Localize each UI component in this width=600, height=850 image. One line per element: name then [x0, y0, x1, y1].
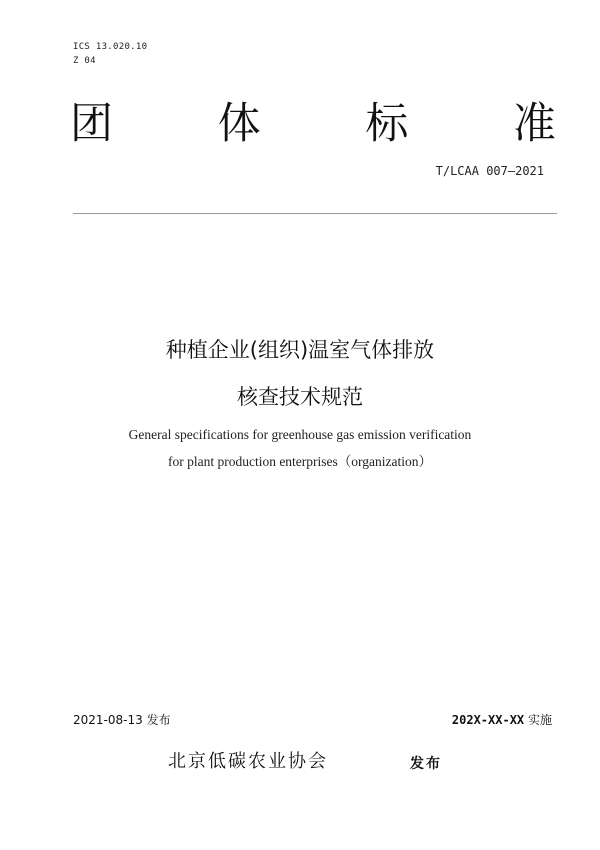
issue-label: 发布 — [410, 756, 442, 772]
publish-date-line — [73, 713, 171, 728]
implement-date-line — [452, 713, 552, 728]
publish-date: 2021-08-13 — [73, 713, 143, 727]
issuing-organization: 北京低碳农业协会 — [168, 751, 328, 772]
chinese-title-line-2: 核查技术规范 — [237, 385, 363, 409]
standard-type-heading — [70, 96, 556, 152]
standard-type-char: 体 — [217, 99, 261, 149]
english-title-line-2: for plant production enterprises（organization） — [167, 454, 433, 469]
standard-type-char: 团 — [70, 99, 113, 149]
chinese-title-line-1: 种植企业(组织)温室气体排放 — [165, 338, 435, 362]
standard-number: T/LCAA 007—2021 — [435, 164, 544, 178]
implement-label: 实施 — [527, 713, 552, 727]
standard-type-char: 标 — [365, 99, 409, 149]
english-title-line-1: General specifications for greenhouse gas emission verification — [128, 427, 472, 442]
ccs-code: Z 04 — [73, 56, 96, 66]
publish-label: 发布 — [146, 713, 171, 727]
implement-date: 202X-XX-XX — [451, 713, 525, 727]
standard-type-char: 准 — [512, 99, 556, 149]
header-divider — [73, 213, 557, 214]
ics-code: ICS 13.020.10 — [73, 42, 148, 52]
